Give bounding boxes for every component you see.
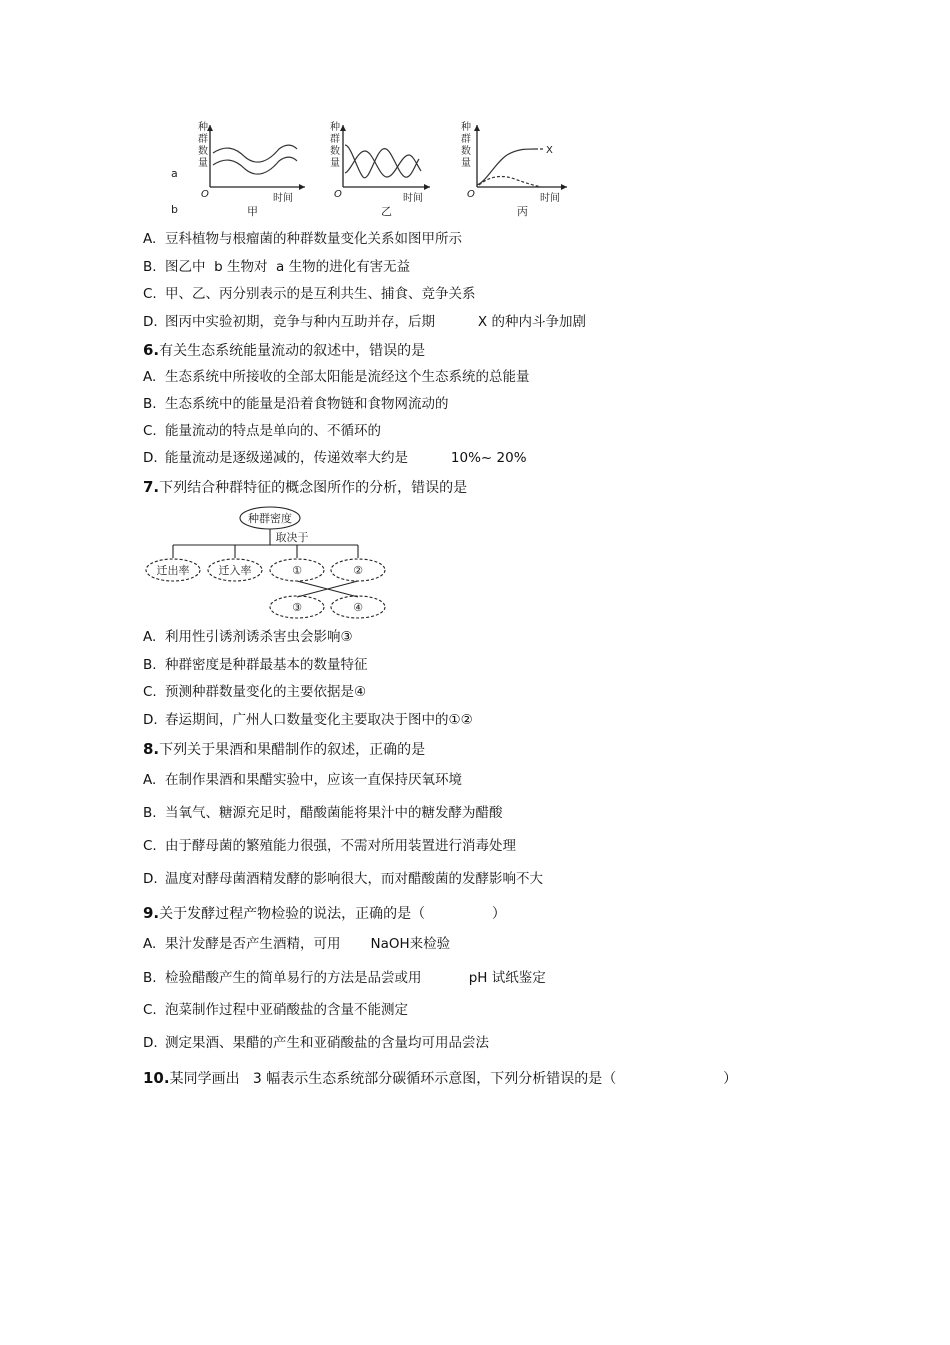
option-text: 甲、乙、丙分别表示的是互利共生、捕食、竞争关系 [165, 286, 476, 302]
connector-label: 取决于 [275, 531, 309, 544]
option-text: 当氧气、糖源充足时，醋酸菌能将果汁中的糖发酵为醋酸 [165, 805, 503, 821]
svg-text:种: 种 [461, 122, 471, 133]
option-letter: D. [143, 712, 158, 728]
option-text: 能量流动的特点是单向的、不循环的 [165, 423, 381, 439]
node-population-density-label: 种群密度 [248, 512, 292, 525]
question-number: 10. [143, 1069, 170, 1087]
question-number: 7. [143, 478, 160, 496]
node-4-label: ④ [353, 601, 363, 614]
option-letter: D. [143, 314, 158, 330]
q7-option-d [143, 711, 473, 729]
q8-option-c [143, 837, 516, 855]
option-text: 测定果酒、果醋的产生和亚硝酸盐的含量均可用品尝法 [165, 1035, 489, 1051]
q9-option-c [143, 1001, 408, 1019]
graph-caption: 乙 [381, 205, 392, 218]
curve-x [477, 149, 535, 185]
svg-text:群: 群 [461, 134, 471, 145]
option-letter: C. [143, 838, 157, 854]
svg-text:量: 量 [461, 158, 471, 169]
side-mark-b: b [171, 203, 178, 216]
q8-option-d [143, 870, 543, 888]
x-axis-label: 时间 [540, 193, 560, 204]
graph-caption: 甲 [247, 205, 258, 218]
q9-option-d [143, 1034, 489, 1052]
node-immigration-label: 迁入率 [218, 564, 252, 577]
option-letter: D. [143, 450, 158, 466]
option-letter: D. [143, 1035, 158, 1051]
option-text: 能量流动是逐级递减的，传递效率大约是 10%~ 20% [165, 450, 527, 466]
option-text: 果汁发酵是否产生酒精，可用 NaOH来检验 [165, 936, 451, 952]
option-text: 图乙中 b 生物对 a 生物的进化有害无益 [165, 259, 411, 275]
svg-text:数: 数 [461, 146, 471, 157]
q5-option-c [143, 285, 476, 303]
q6-option-c [143, 422, 381, 440]
option-letter: A. [143, 772, 157, 788]
option-letter: A. [143, 369, 157, 385]
svg-text:数: 数 [330, 146, 340, 157]
option-letter: A. [143, 936, 157, 952]
graph-jia [198, 120, 305, 218]
q6-option-a [143, 368, 530, 386]
option-text: 生态系统中所接收的全部太阳能是流经这个生态系统的总能量 [165, 369, 530, 385]
svg-text:种: 种 [198, 122, 208, 133]
curve-y [479, 177, 541, 187]
q8-stem [143, 740, 425, 759]
x-axis-label: 时间 [273, 193, 293, 204]
node-2-label: ② [353, 564, 363, 577]
option-text: 图丙中实验初期，竞争与种内互助并存，后期 X 的种内斗争加剧 [165, 314, 586, 330]
svg-text:种: 种 [330, 122, 340, 133]
curve-a [213, 145, 297, 162]
question-text: 下列结合种群特征的概念图所作的分析，错误的是 [159, 480, 468, 496]
option-text: 种群密度是种群最基本的数量特征 [165, 657, 368, 673]
option-letter: B. [143, 805, 157, 821]
option-text: 生态系统中的能量是沿着食物链和食物网流动的 [165, 396, 449, 412]
option-text: 由于酵母菌的繁殖能力很强，不需对所用装置进行消毒处理 [165, 838, 516, 854]
question-text: 某同学画出 3 幅表示生态系统部分碳循环示意图，下列分析错误的是（ ） [169, 1071, 738, 1087]
curve-b [213, 157, 297, 174]
svg-text:量: 量 [198, 158, 208, 169]
q6-option-d [143, 449, 527, 467]
q5-option-a [143, 230, 462, 248]
option-text: 温度对酵母菌酒精发酵的影响很大，而对醋酸菌的发酵影响不大 [165, 871, 543, 887]
svg-text:数: 数 [198, 146, 208, 157]
graph-bing [461, 120, 567, 218]
q9-option-a [143, 935, 450, 953]
origin-label: O [467, 189, 475, 200]
q7-option-c [143, 683, 366, 701]
origin-label: O [201, 189, 209, 200]
node-emigration-label: 迁出率 [156, 564, 190, 577]
question-number: 6. [143, 341, 160, 359]
option-letter: B. [143, 970, 157, 986]
svg-text:群: 群 [330, 134, 340, 145]
q9-option-b [143, 969, 546, 987]
q5-option-b [143, 258, 410, 276]
population-graphs-figure [165, 115, 605, 225]
question-text: 下列关于果酒和果醋制作的叙述，正确的是 [159, 742, 426, 758]
option-letter: C. [143, 1002, 157, 1018]
x-axis-label: 时间 [403, 193, 423, 204]
node-1-label: ① [292, 564, 302, 577]
origin-label: O [334, 189, 342, 200]
option-letter: D. [143, 871, 158, 887]
side-mark-a: a [171, 167, 178, 180]
option-letter: A. [143, 231, 157, 247]
question-number: 8. [143, 740, 160, 758]
graph-yi [330, 120, 430, 218]
option-letter: C. [143, 286, 157, 302]
q8-option-b [143, 804, 503, 822]
q6-option-b [143, 395, 449, 413]
q7-option-b [143, 656, 368, 674]
q5-option-d [143, 313, 586, 331]
q7-stem [143, 478, 467, 497]
option-text: 检验醋酸产生的简单易行的方法是品尝或用 pH 试纸鉴定 [165, 970, 546, 986]
q10-stem [143, 1069, 737, 1088]
q6-stem [143, 341, 425, 360]
population-concept-diagram [140, 505, 390, 620]
option-text: 豆科植物与根瘤菌的种群数量变化关系如图甲所示 [165, 231, 462, 247]
option-letter: B. [143, 259, 157, 275]
q8-option-a [143, 771, 462, 789]
option-letter: B. [143, 396, 157, 412]
option-text: 春运期间，广州人口数量变化主要取决于图中的①② [165, 712, 473, 728]
option-text: 泡菜制作过程中亚硝酸盐的含量不能测定 [165, 1002, 408, 1018]
option-text: 利用性引诱剂诱杀害虫会影响③ [165, 629, 353, 645]
curve-label-x: X [546, 145, 553, 156]
q9-stem [143, 904, 506, 923]
option-letter: C. [143, 423, 157, 439]
q7-option-a [143, 628, 353, 646]
node-3-label: ③ [292, 601, 302, 614]
option-letter: A. [143, 629, 157, 645]
option-letter: B. [143, 657, 157, 673]
question-number: 9. [143, 904, 160, 922]
option-letter: C. [143, 684, 157, 700]
option-text: 预测种群数量变化的主要依据是④ [165, 684, 367, 700]
graph-caption: 丙 [517, 205, 528, 218]
question-text: 关于发酵过程产物检验的说法，正确的是（ ） [159, 906, 506, 922]
option-text: 在制作果酒和果醋实验中，应该一直保持厌氧环境 [165, 772, 462, 788]
question-text: 有关生态系统能量流动的叙述中，错误的是 [159, 343, 426, 359]
svg-text:群: 群 [198, 134, 208, 145]
svg-text:量: 量 [330, 158, 340, 169]
